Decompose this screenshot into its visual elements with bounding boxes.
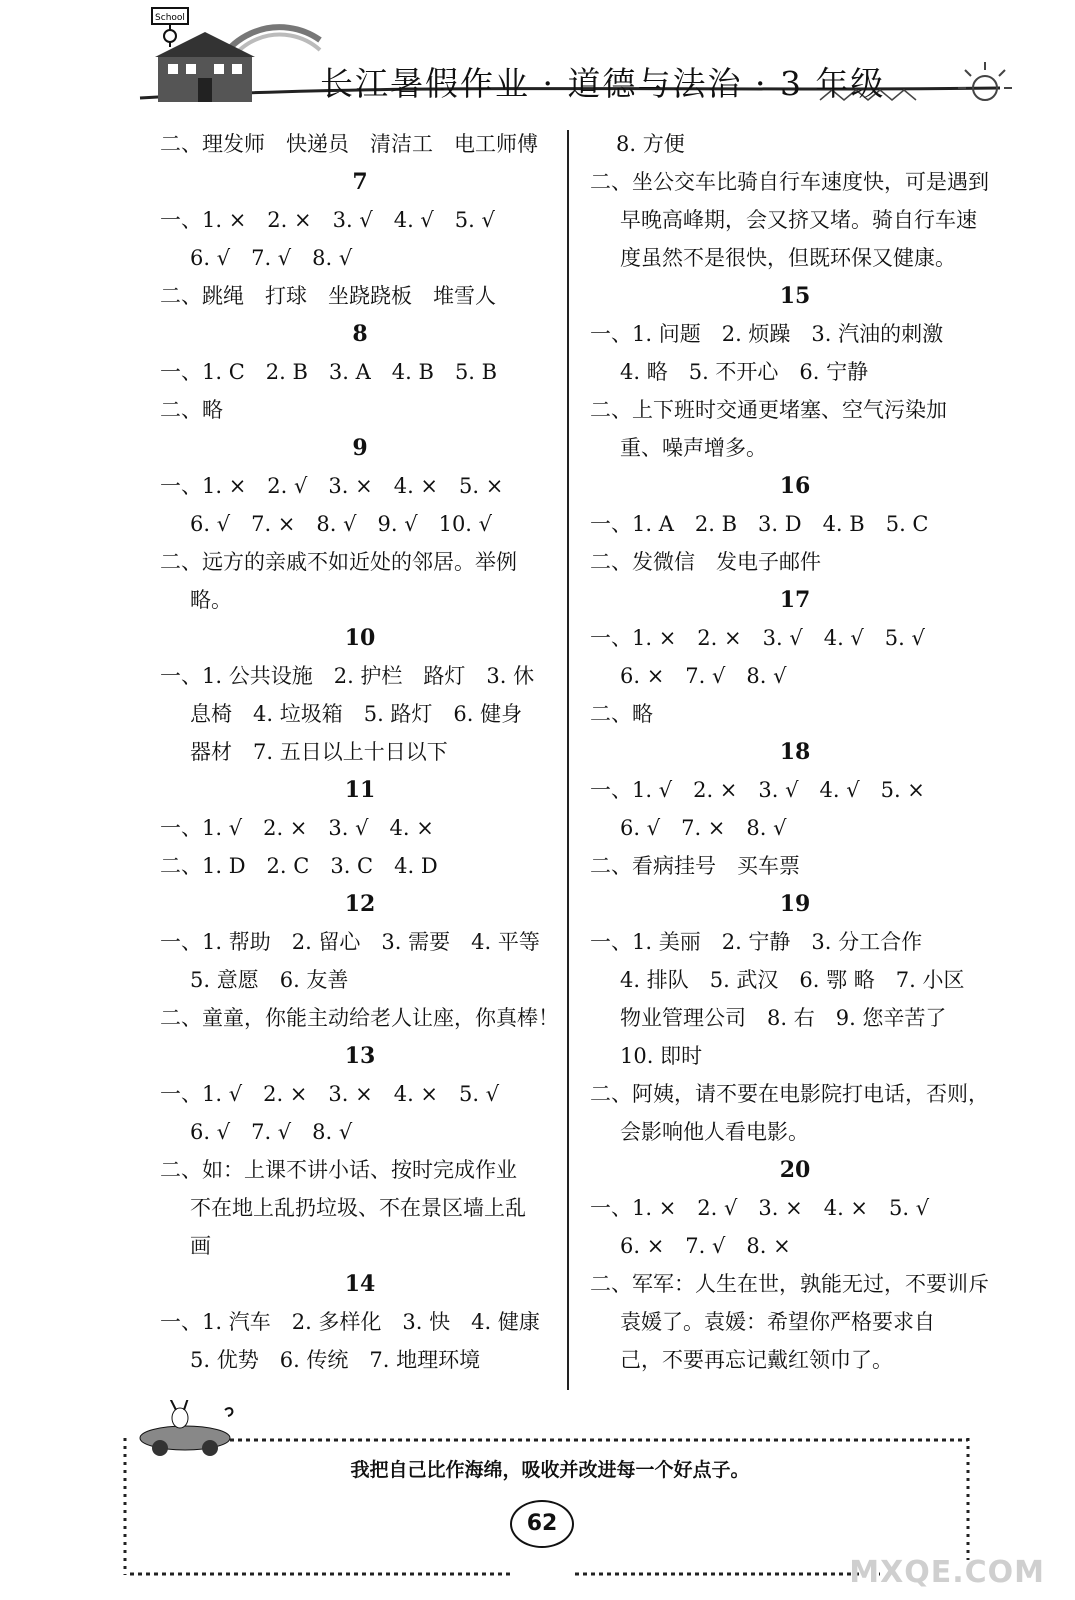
answer-line: 息椅 4. 垃圾箱 5. 路灯 6. 健身 xyxy=(190,702,523,726)
answer-line: 8. 方便 xyxy=(616,132,685,156)
answer-line: 一、1. 问题 2. 烦躁 3. 汽油的刺激 xyxy=(590,322,944,346)
column-divider xyxy=(567,130,569,1390)
answer-line: 二、远方的亲戚不如近处的邻居。举例 xyxy=(160,550,517,574)
answer-line: 4. 排队 5. 武汉 6. 鄂 略 7. 小区 xyxy=(620,968,965,992)
answer-line: 二、跳绳 打球 坐跷跷板 堆雪人 xyxy=(160,284,496,308)
answer-line: 一、1. × 2. √ 3. × 4. × 5. × xyxy=(160,474,504,498)
answer-line: 6. √ 7. √ 8. √ xyxy=(190,1120,353,1144)
school-sign-text: School xyxy=(155,13,185,23)
answer-line: 二、发微信 发电子邮件 xyxy=(590,550,821,574)
answer-line: 二、略 xyxy=(590,702,653,726)
answer-line: 一、1. 汽车 2. 多样化 3. 快 4. 健康 xyxy=(160,1310,540,1334)
watermark-logo: MXQE.COM xyxy=(849,1555,1045,1590)
section-number: 10 xyxy=(344,625,376,651)
answer-line: 袁媛了。袁媛：希望你严格要求自 xyxy=(620,1310,935,1334)
answer-line: 一、1. √ 2. × 3. × 4. × 5. √ xyxy=(160,1082,500,1106)
answer-line: 画 xyxy=(190,1234,211,1258)
section-number: 20 xyxy=(779,1157,811,1183)
answer-line: 5. 优势 6. 传统 7. 地理环境 xyxy=(190,1348,481,1372)
answer-line: 6. √ 7. √ 8. √ xyxy=(190,246,353,270)
answer-line: 二、阿姨，请不要在电影院打电话，否则， xyxy=(590,1082,989,1106)
answer-column-right xyxy=(590,125,1000,1379)
answer-line: 不在地上乱扔垃圾、不在景区墙上乱 xyxy=(190,1196,526,1220)
answer-line: 一、1. C 2. B 3. A 4. B 5. B xyxy=(160,360,498,384)
answer-line: 二、1. D 2. C 3. C 4. D xyxy=(160,854,438,878)
answer-line: 二、看病挂号 买车票 xyxy=(590,854,800,878)
answer-line: 一、1. √ 2. × 3. √ 4. × xyxy=(160,816,434,840)
answer-line: 二、理发师 快递员 清洁工 电工师傅 xyxy=(160,132,538,156)
answer-line: 二、上下班时交通更堵塞、空气污染加 xyxy=(590,398,947,422)
answer-line: 二、如：上课不讲小话、按时完成作业 xyxy=(160,1158,517,1182)
answer-line: 略。 xyxy=(190,588,232,612)
footer-motto: 我把自己比作海绵，吸收并改进每一个好点子。 xyxy=(350,1459,750,1481)
section-number: 12 xyxy=(344,891,376,917)
answer-line: 一、1. 美丽 2. 宁静 3. 分工合作 xyxy=(590,930,923,954)
answer-line: 6. × 7. √ 8. × xyxy=(620,1234,791,1258)
answer-line: 二、坐公交车比骑自行车速度快，可是遇到 xyxy=(590,170,989,194)
section-number: 15 xyxy=(779,283,811,309)
answer-line: 度虽然不是很快，但既环保又健康。 xyxy=(620,246,956,270)
section-number: 14 xyxy=(344,1271,376,1297)
answer-column-left xyxy=(160,125,560,1379)
answer-line: 早晚高峰期，会又挤又堵。骑自行车速 xyxy=(620,208,977,232)
answer-line: 一、1. × 2. × 3. √ 4. √ 5. √ xyxy=(590,626,925,650)
answer-line: 一、1. 帮助 2. 留心 3. 需要 4. 平等 xyxy=(160,930,540,954)
answer-line: 会影响他人看电影。 xyxy=(620,1120,809,1144)
answer-line: 一、1. 公共设施 2. 护栏 路灯 3. 休 xyxy=(160,664,535,688)
answer-line: 6. √ 7. × 8. √ xyxy=(620,816,787,840)
section-number: 17 xyxy=(779,587,811,613)
section-number: 9 xyxy=(352,435,368,461)
section-number: 18 xyxy=(779,739,811,765)
answer-line: 二、略 xyxy=(160,398,223,422)
answer-line: 6. × 7. √ 8. √ xyxy=(620,664,787,688)
school-building-icon xyxy=(140,2,270,112)
answer-line: 一、1. A 2. B 3. D 4. B 5. C xyxy=(590,512,929,536)
answer-line: 5. 意愿 6. 友善 xyxy=(190,968,349,992)
answer-line: 6. √ 7. × 8. √ 9. √ 10. √ xyxy=(190,512,493,536)
sun-icon xyxy=(958,62,1012,100)
section-number: 11 xyxy=(344,777,376,803)
header-title: 长江暑假作业 · 道德与法治 · 3 年级 xyxy=(320,64,886,103)
answer-line: 一、1. × 2. √ 3. × 4. × 5. √ xyxy=(590,1196,930,1220)
answer-line: 一、1. √ 2. × 3. √ 4. √ 5. × xyxy=(590,778,925,802)
answer-line: 器材 7. 五日以上十日以下 xyxy=(190,740,448,764)
section-number: 7 xyxy=(352,169,368,195)
section-number: 16 xyxy=(779,473,811,499)
answer-line: 4. 略 5. 不开心 6. 宁静 xyxy=(620,360,869,384)
section-number: 13 xyxy=(344,1043,376,1069)
page-header xyxy=(0,0,1075,120)
answer-line: 己，不要再忘记戴红领巾了。 xyxy=(620,1348,893,1372)
section-number: 19 xyxy=(779,891,811,917)
answer-line: 一、1. × 2. × 3. √ 4. √ 5. √ xyxy=(160,208,495,232)
section-number: 8 xyxy=(352,321,368,347)
page-number: 62 xyxy=(510,1500,574,1548)
answer-line: 二、军军：人生在世，孰能无过，不要训斥 xyxy=(590,1272,989,1296)
answer-line: 物业管理公司 8. 右 9. 您辛苦了 xyxy=(620,1006,947,1030)
rabbit-car-icon xyxy=(140,1400,232,1456)
answer-line: 二、童童，你能主动给老人让座，你真棒！ xyxy=(160,1006,559,1030)
answer-line: 重、噪声增多。 xyxy=(620,436,767,460)
answer-line: 10. 即时 xyxy=(620,1044,703,1068)
